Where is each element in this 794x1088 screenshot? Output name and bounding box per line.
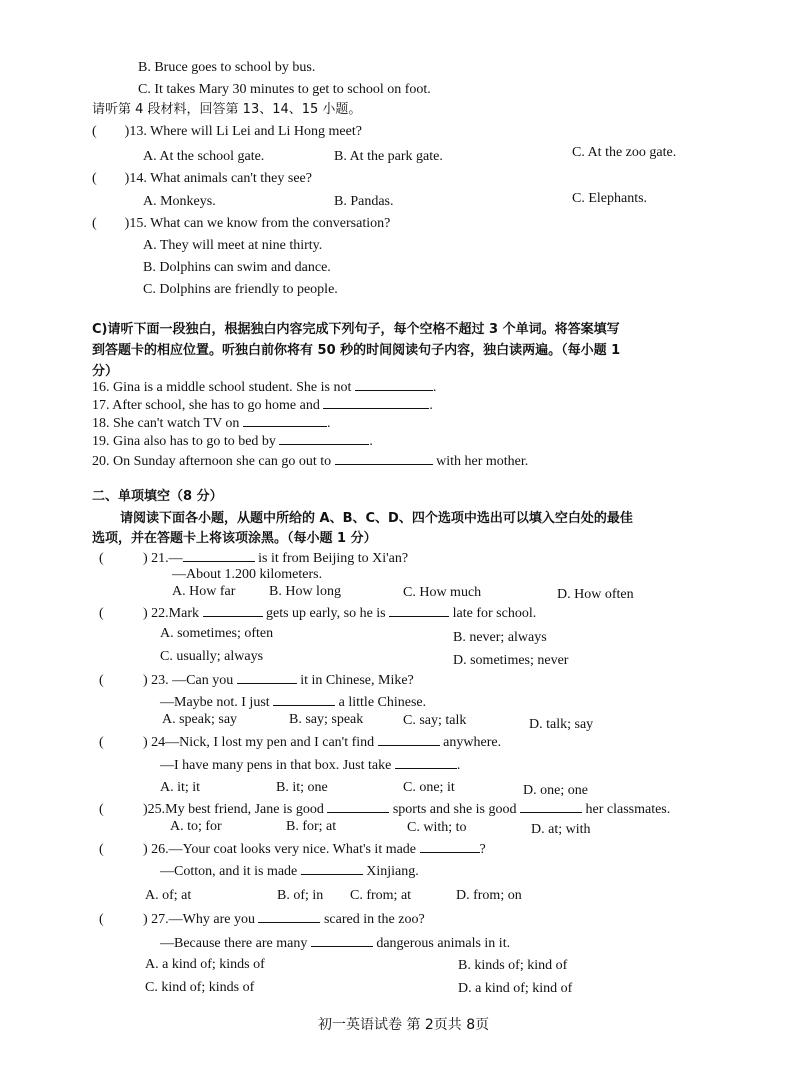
option-d: D. at; with: [531, 822, 591, 837]
answer-blank: [520, 800, 582, 813]
listening-part4-intro: 请听第 4 段材料，回答第 13、14、15 小题。: [92, 102, 362, 117]
option-a: A. of; at: [145, 888, 192, 903]
question-number: ) 23.: [143, 673, 169, 688]
option-c: C. Elephants.: [572, 191, 648, 206]
option-c: C. with; to: [407, 820, 467, 835]
option-d: D. a kind of; kind of: [458, 981, 573, 996]
option-b-q12: B. Bruce goes to school by bus.: [138, 60, 316, 75]
answer-blank: [395, 756, 457, 769]
q23-response: —Maybe not. I just a little Chinese.: [160, 695, 427, 710]
fill-item-17: 17. After school, she has to go home and .: [92, 398, 433, 413]
option-b: B. it; one: [276, 780, 328, 795]
option-b: B. say; speak: [289, 712, 364, 727]
option-c: C. How much: [403, 585, 482, 600]
question-25: ( )25.My best friend, Jane is good sports and she is good her classmates.: [99, 802, 671, 817]
section-c-label: C): [92, 322, 108, 337]
answer-blank: [327, 800, 389, 813]
section-2-instructions-line2: 选项，并在答题卡上将该项涂黑。（每小题 1 分）: [92, 531, 377, 546]
option-c: C. Dolphins are friendly to people.: [143, 282, 338, 297]
option-c: C. from; at: [350, 888, 412, 903]
answer-blank: [355, 378, 433, 391]
option-a: A. How far: [172, 584, 236, 599]
fill-item-20: 20. On Sunday afternoon she can go out to with her mother.: [92, 454, 529, 469]
option-b: B. kinds of; kind of: [458, 958, 568, 973]
option-b: B. for; at: [286, 819, 337, 834]
question-27: ( ) 27.—Why are you scared in the zoo?: [99, 912, 425, 927]
answer-blank: [301, 862, 363, 875]
option-a: A. speak; say: [162, 712, 238, 727]
option-c-q12: C. It takes Mary 30 minutes to get to school on foot.: [138, 82, 431, 97]
q26-response: —Cotton, and it is made Xinjiang.: [160, 864, 419, 879]
question-number: )25.: [143, 802, 166, 817]
question-number: ) 22.: [143, 606, 169, 621]
option-d: D. one; one: [523, 783, 588, 798]
option-c: C. At the zoo gate.: [572, 145, 677, 160]
answer-blank: [258, 910, 320, 923]
question-14: [92, 170, 312, 188]
question-stem: What animals can't they see?: [150, 171, 312, 186]
answer-blank: [311, 934, 373, 947]
question-23: ( ) 23. —Can you it in Chinese, Mike?: [99, 673, 414, 688]
answer-blank: [183, 549, 255, 562]
option-b: B. How long: [269, 584, 341, 599]
option-a: A. At the school gate.: [143, 149, 265, 164]
fill-item-18: 18. She can't watch TV on .: [92, 416, 331, 431]
answer-blank: [378, 733, 440, 746]
page-footer: 初一英语试卷 第 2页共 8页: [318, 1017, 490, 1033]
option-b: B. Dolphins can swim and dance.: [143, 260, 331, 275]
answer-blank: [203, 604, 263, 617]
question-21: ( ) 21.— is it from Beijing to Xi'an?: [99, 551, 409, 566]
answer-blank: [273, 693, 335, 706]
option-c: C. say; talk: [403, 713, 467, 728]
question-15: [92, 215, 390, 233]
answer-blank: [335, 452, 433, 465]
question-26: ( ) 26.—Your coat looks very nice. What's it made ?: [99, 842, 486, 857]
option-b: B. At the park gate.: [334, 149, 443, 164]
answer-blank: [323, 396, 429, 409]
q24-response: —I have many pens in that box. Just take .: [160, 758, 461, 773]
option-a: A. They will meet at nine thirty.: [143, 238, 323, 253]
option-a: A. Monkeys.: [143, 194, 216, 209]
section-c-instructions: C)请听下面一段独白，根据独白内容完成下列句子，每个空格不超过 3 个单词。将答案填写 到答题卡的相应位置。听独白前你将有 50 秒的时间阅读句子内容，独白读两遍。（每小题 1 分）: [92, 322, 621, 379]
question-number: )14.: [124, 171, 147, 186]
option-d: D. talk; say: [529, 717, 594, 732]
answer-paren: (: [92, 124, 97, 139]
q27-response: —Because there are many dangerous animals in it.: [160, 936, 511, 951]
option-c: C. kind of; kinds of: [145, 980, 255, 995]
option-a: A. a kind of; kinds of: [145, 957, 265, 972]
q21-response: —About 1.200 kilometers.: [172, 567, 323, 582]
option-b: B. Pandas.: [334, 194, 394, 209]
answer-paren: (: [92, 216, 97, 231]
question-number: ) 24: [143, 735, 166, 750]
question-number: )13.: [124, 124, 147, 139]
question-22: ( ) 22.Mark gets up early, so he is late for school.: [99, 606, 537, 621]
option-d: D. How often: [557, 587, 634, 602]
question-number: ) 21.: [143, 551, 169, 566]
answer-blank: [389, 604, 449, 617]
answer-blank: [237, 671, 297, 684]
section-2-heading: 二、单项填空（8 分）: [92, 489, 223, 504]
fill-item-16: 16. Gina is a middle school student. She is not .: [92, 380, 437, 395]
question-24: ( ) 24—Nick, I lost my pen and I can't find anywhere.: [99, 735, 502, 750]
option-d: D. sometimes; never: [453, 653, 569, 668]
question-13: [92, 123, 362, 141]
answer-blank: [420, 840, 480, 853]
answer-blank: [243, 414, 327, 427]
fill-item-19: 19. Gina also has to go to bed by .: [92, 434, 373, 449]
question-number: )15.: [124, 216, 147, 231]
option-b: B. never; always: [453, 630, 547, 645]
question-stem: Where will Li Lei and Li Hong meet?: [150, 124, 362, 139]
option-d: D. from; on: [456, 888, 522, 903]
option-c: C. usually; always: [160, 649, 264, 664]
question-number: ) 27.: [143, 912, 169, 927]
option-a: A. sometimes; often: [160, 626, 274, 641]
section-2-instructions-line1: 请阅读下面各小题，从题中所给的 A、B、C、D、四个选项中选出可以填入空白处的最佳: [120, 511, 633, 526]
answer-blank: [279, 432, 369, 445]
question-stem: What can we know from the conversation?: [150, 216, 391, 231]
option-a: A. it; it: [160, 780, 201, 795]
option-b: B. of; in: [277, 888, 324, 903]
question-number: ) 26.: [143, 842, 169, 857]
option-a: A. to; for: [170, 819, 222, 834]
answer-paren: (: [92, 171, 97, 186]
option-c: C. one; it: [403, 780, 455, 795]
